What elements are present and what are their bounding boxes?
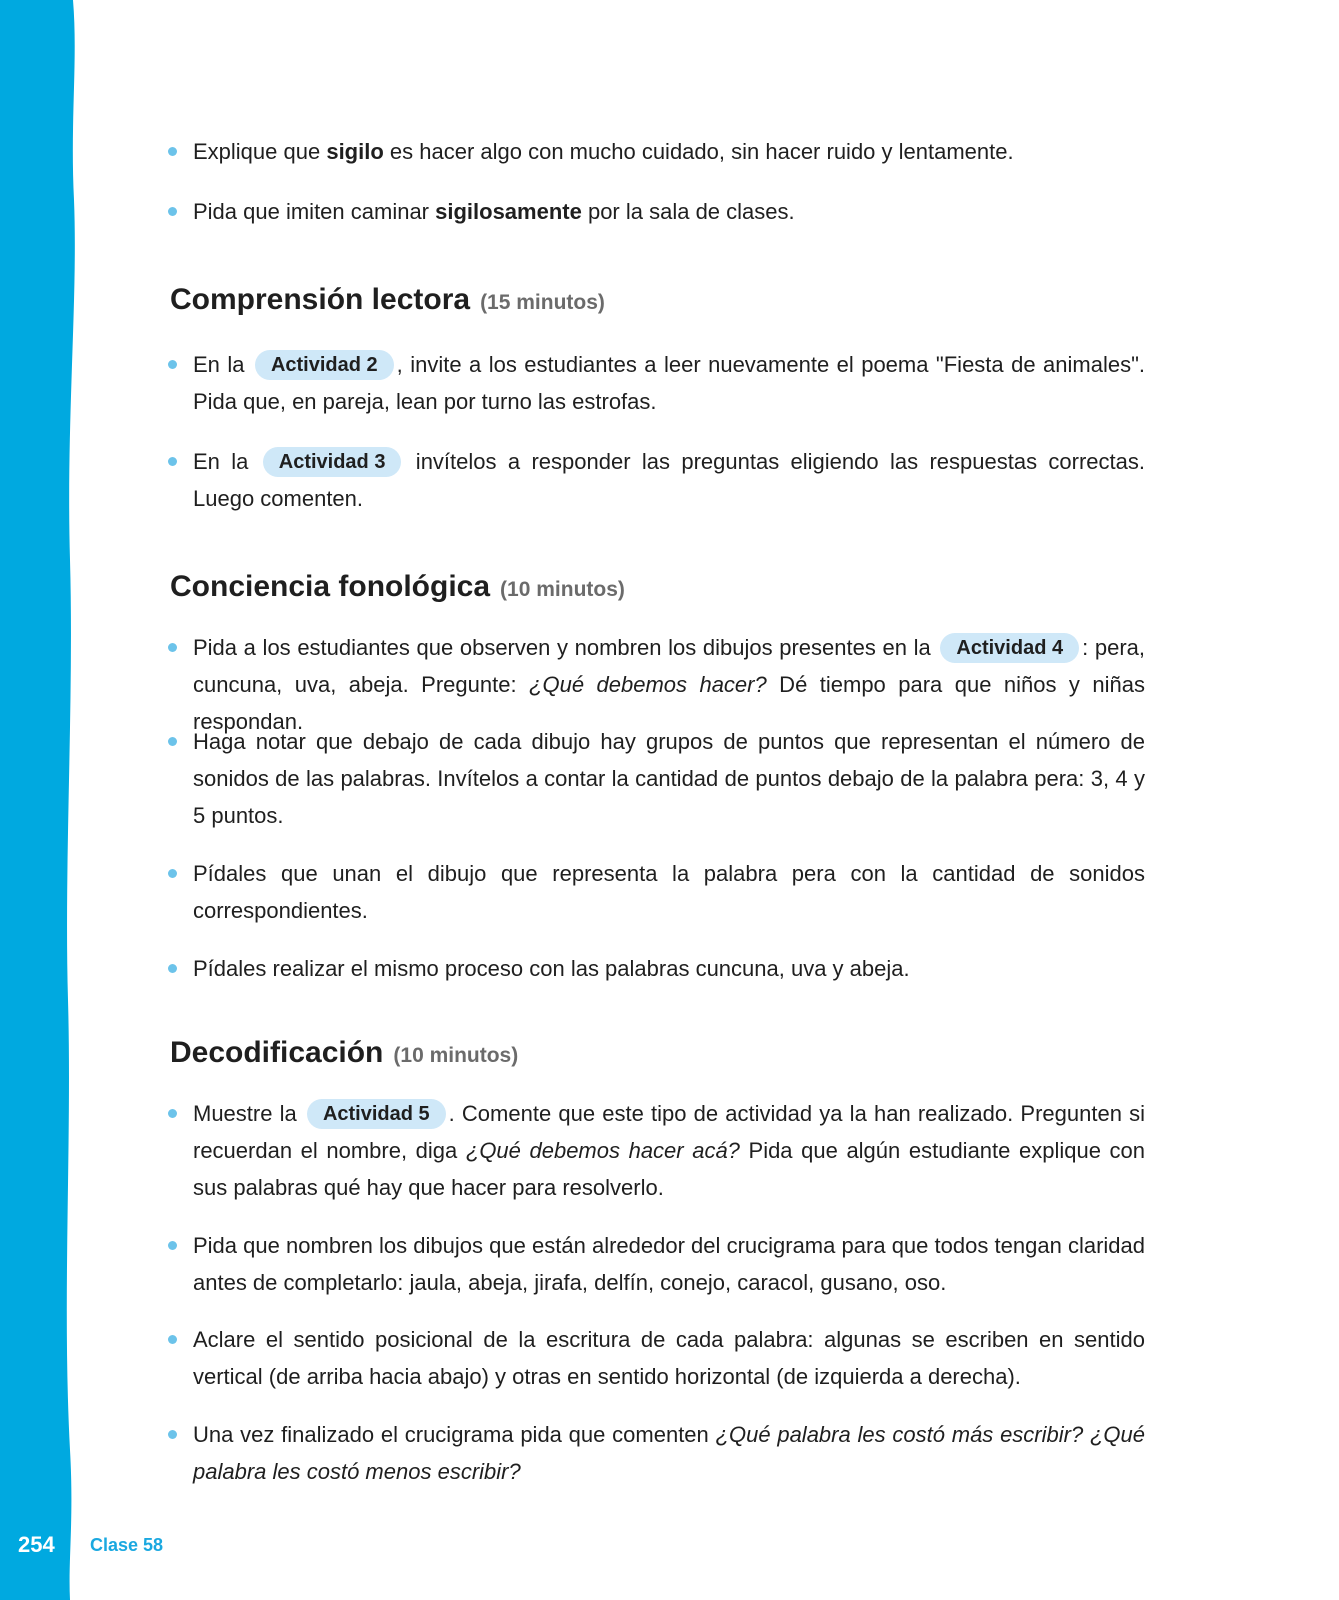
- bullet-dot: [168, 147, 177, 156]
- bullet-dot: [168, 737, 177, 746]
- bullet-dot: [168, 207, 177, 216]
- section-heading-comprension: Comprensión lectora (15 minutos): [170, 283, 605, 316]
- list-item: En la Actividad 3 invítelos a responder las preguntas eligiendo las respuestas correctas. Luego comenten.: [170, 443, 1145, 517]
- bullet-dot: [168, 1335, 177, 1344]
- list-item: En la Actividad 2 , invite a los estudiantes a leer nuevamente el poema "Fiesta de animales". Pida que, en pareja, lean por turno las estrofas.: [170, 346, 1145, 420]
- bullet-dot: [168, 1109, 177, 1118]
- bullet-dot: [168, 457, 177, 466]
- section-heading-conciencia: Conciencia fonológica (10 minutos): [170, 570, 625, 603]
- activity-badge: Actividad 3: [263, 447, 402, 477]
- section-heading-decodificacion: Decodificación (10 minutos): [170, 1036, 519, 1069]
- page-number: 254: [18, 1532, 55, 1557]
- bullet-dot: [168, 869, 177, 878]
- list-item: Pídales que unan el dibujo que representa la palabra pera con la cantidad de sonidos correspondientes.: [170, 855, 1145, 929]
- activity-badge: Actividad 4: [940, 633, 1079, 663]
- list-item: Explique que sigilo es hacer algo con mucho cuidado, sin hacer ruido y lentamente.: [170, 133, 1145, 170]
- bullet-dot: [168, 1241, 177, 1250]
- list-item: Pida a los estudiantes que observen y nombren los dibujos presentes en la Actividad 4 : pera, cuncuna, uva, abeja. Pregunte: ¿Qué debemos hacer? Dé tiempo para que niños y niñas respondan.: [170, 629, 1145, 740]
- lesson-label: Clase 58: [90, 1535, 164, 1555]
- list-item: Haga notar que debajo de cada dibujo hay grupos de puntos que representan el número de sonidos de las palabras. Invítelos a contar la cantidad de puntos debajo de la palabra pera: 3, 4 y 5 puntos.: [170, 723, 1145, 834]
- bullet-dot: [168, 1430, 177, 1439]
- list-item: Aclare el sentido posicional de la escritura de cada palabra: algunas se escriben en sentido vertical (de arriba hacia abajo) y otras en sentido horizontal (de izquierda a derecha).: [170, 1321, 1145, 1395]
- list-item: Una vez finalizado el crucigrama pida que comenten ¿Qué palabra les costó más escribir? ¿Qué palabra les costó menos escribir?: [170, 1416, 1145, 1490]
- bullet-dot: [168, 643, 177, 652]
- list-item: Muestre la Actividad 5 . Comente que este tipo de actividad ya la han realizado. Pregunten si recuerdan el nombre, diga ¿Qué debemos hacer acá? Pida que algún estudiante explique con sus palabras qué hay que hacer para resolverlo.: [170, 1095, 1145, 1206]
- list-item: Pídales realizar el mismo proceso con las palabras cuncuna, uva y abeja.: [170, 950, 1145, 987]
- bullet-dot: [168, 360, 177, 369]
- list-item: Pida que imiten caminar sigilosamente por la sala de clases.: [170, 193, 1145, 230]
- bullet-dot: [168, 964, 177, 973]
- side-color-band: [0, 0, 80, 1600]
- activity-badge: Actividad 5: [307, 1099, 446, 1129]
- activity-badge: Actividad 2: [255, 350, 394, 380]
- list-item: Pida que nombren los dibujos que están alrededor del crucigrama para que todos tengan claridad antes de completarlo: jaula, abeja, jirafa, delfín, conejo, caracol, gusano, oso.: [170, 1227, 1145, 1301]
